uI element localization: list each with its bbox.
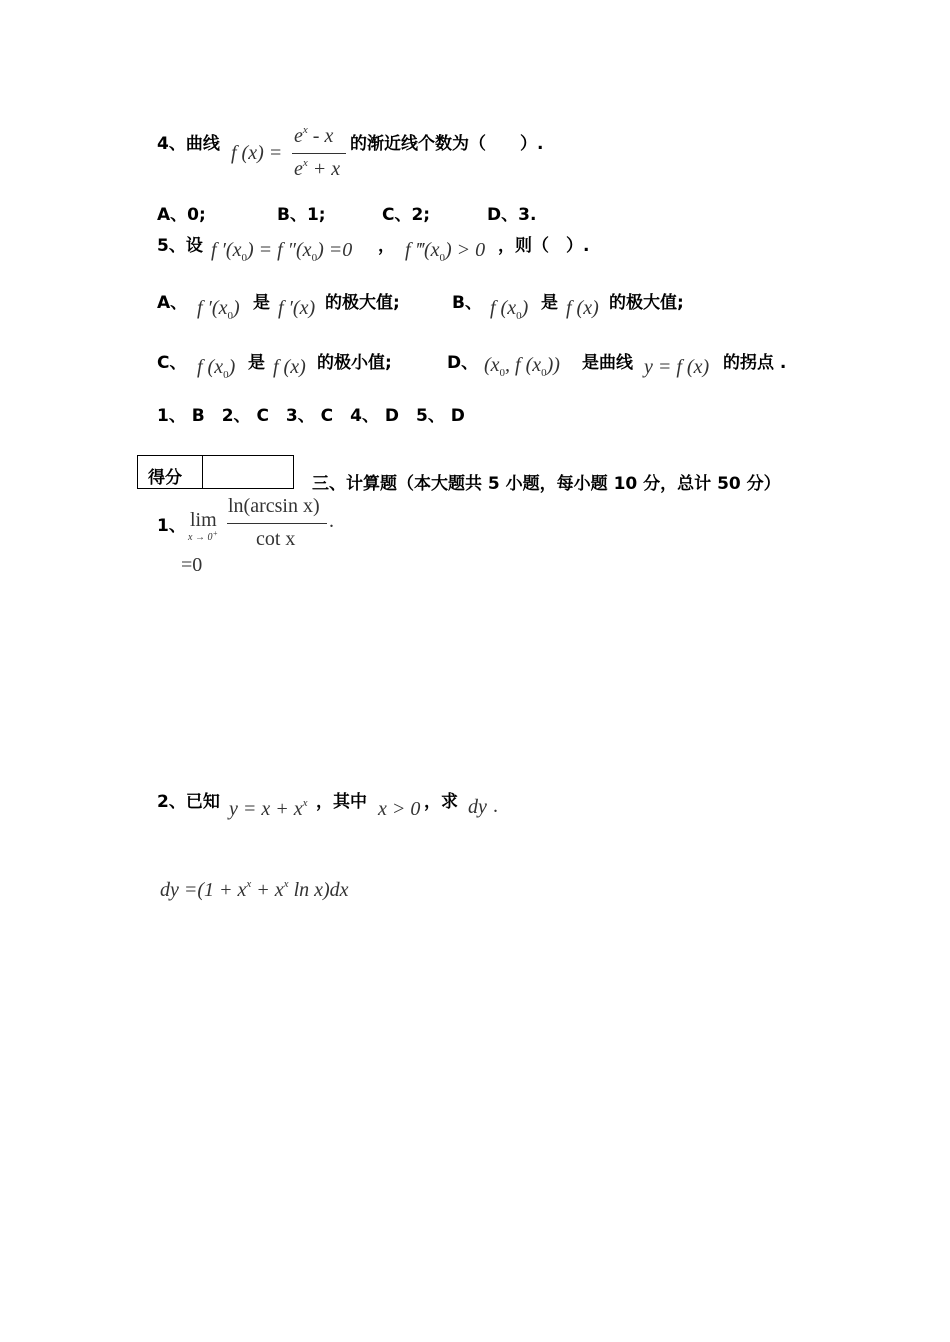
q5-option-c-text1: 是	[248, 353, 265, 373]
q5-condition-2: f $‴(x_0) > 0$	[405, 239, 486, 264]
q5-option-b-math1: f $(x_0)$	[490, 297, 529, 322]
c1-lim: lim	[190, 509, 217, 531]
q5-option-b-label: B、	[452, 293, 482, 313]
q5-option-a-math1: f $'(x_0)$	[197, 297, 240, 322]
q5-option-b-math2: f (x)	[566, 297, 599, 319]
q5-option-c-math2: f (x)	[273, 356, 306, 378]
q4-option-b: B、1;	[277, 205, 326, 225]
score-label: 得分	[148, 468, 182, 488]
q5-option-d-math1: ($x_0$, f $(x_0)$)	[484, 354, 560, 379]
q5-comma: ，	[378, 236, 395, 256]
c1-period: .	[329, 510, 334, 532]
c1-prefix: 1、	[157, 516, 186, 536]
q5-option-d-label: D、	[447, 353, 479, 373]
c2-period: .	[493, 795, 498, 817]
q5-option-c-math1: f $(x_0)$	[197, 356, 236, 381]
score-box-divider	[202, 456, 203, 488]
q4-denominator: $e^x + x$	[294, 157, 341, 180]
q4-fx: f (x) =	[231, 142, 283, 164]
q5-suffix: ，则（ ）.	[498, 236, 590, 256]
c2-dy: dy	[468, 796, 487, 818]
answer-key: 1、 B 2、 C 3、 C 4、 D 5、 D	[157, 406, 465, 426]
q5-option-c-label: C、	[157, 353, 187, 373]
c2-condition: x > 0	[378, 798, 421, 820]
c2-text1: ，其中	[316, 792, 367, 812]
q5-option-d-text2: 的拐点 .	[723, 353, 787, 373]
q4-prefix: 4、曲线	[157, 134, 220, 154]
q4-option-a: A、0;	[157, 205, 206, 225]
q5-prefix: 5、设	[157, 236, 203, 256]
c1-answer: =0	[181, 554, 203, 576]
section-title: 三、计算题（本大题共 5 小题，每小题 10 分，总计 50 分）	[312, 474, 781, 494]
q5-option-d-text1: 是曲线	[582, 353, 633, 373]
c2-answer: dy $=(1 + x^x + x^x$ ln x)dx	[160, 878, 349, 901]
q5-option-a-text2: 的极大值;	[325, 293, 400, 313]
q5-option-a-math2: f ′(x)	[278, 297, 316, 319]
c1-fraction-bar	[227, 523, 327, 524]
c1-denominator: cot x	[256, 528, 296, 550]
q5-option-b-text2: 的极大值;	[609, 293, 684, 313]
c2-equation: $y = x + x^x$	[229, 797, 308, 820]
q5-condition-1: f $'(x_0) = f$ $''(x_0) =0$	[211, 239, 353, 264]
q5-option-b-text1: 是	[541, 293, 558, 313]
q4-fraction-bar	[292, 153, 346, 154]
q5-option-c-text2: 的极小值;	[317, 353, 392, 373]
c1-numerator: ln(arcsin x)	[228, 495, 320, 517]
q4-option-c: C、2;	[382, 205, 431, 225]
c2-prefix: 2、已知	[157, 792, 220, 812]
q4-option-d: D、3.	[487, 205, 537, 225]
c2-text2: ，求	[424, 792, 458, 812]
q5-option-a-label: A、	[157, 293, 188, 313]
q5-option-a-text1: 是	[253, 293, 270, 313]
q5-option-d-math2: y = f (x)	[644, 356, 710, 378]
c1-lim-subscript: x → 0+	[188, 529, 218, 543]
score-box	[137, 455, 294, 489]
q4-numerator: $e^x$ - x	[294, 124, 334, 147]
q4-suffix: 的渐近线个数为（ ）.	[350, 134, 544, 154]
